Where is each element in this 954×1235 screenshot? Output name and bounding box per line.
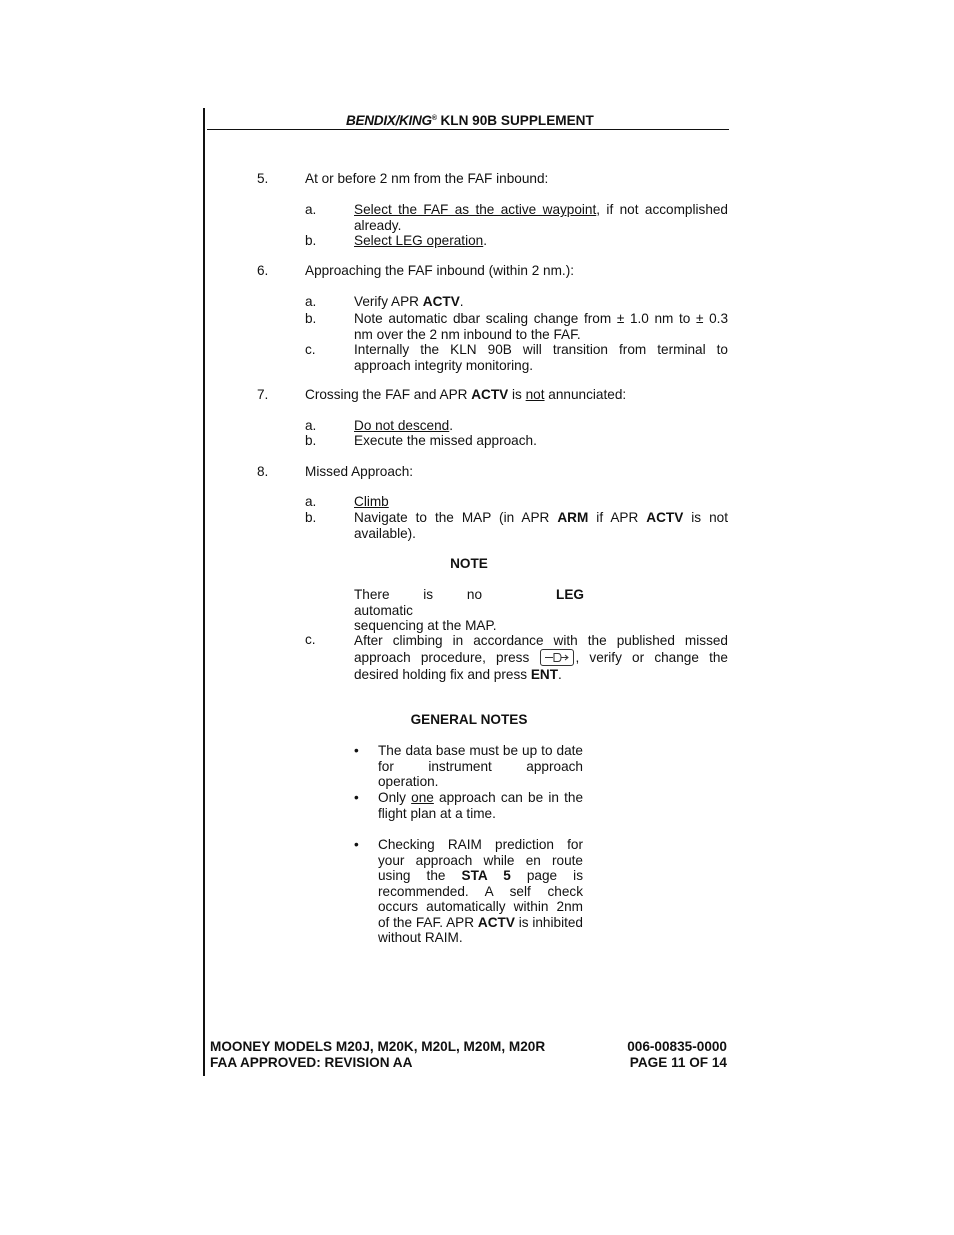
- item-text: Do not descend.: [354, 418, 454, 433]
- item-letter: b.: [305, 433, 317, 448]
- item-text: Select the FAF as the active waypoint, if not accomplished already.: [354, 202, 728, 233]
- item-text: Verify APR ACTV.: [354, 294, 464, 309]
- step-text: Crossing the FAF and APR ACTV is not annunciated:: [305, 387, 627, 402]
- step-number: 6.: [257, 263, 269, 278]
- item-letter: b.: [305, 311, 317, 326]
- direct-to-icon: [544, 652, 570, 663]
- item-text: Climb: [354, 494, 389, 509]
- margin-bar: [203, 108, 205, 1076]
- item-letter: a.: [305, 202, 317, 217]
- note-text: There is no automatic LEG sequencing at the MAP.: [354, 587, 584, 633]
- page-header: [346, 111, 594, 129]
- direct-to-key: [540, 649, 574, 666]
- general-notes-heading: GENERAL NOTES: [410, 712, 528, 727]
- bullet-text: The data base must be up to date for instrument approach operation.: [378, 743, 583, 789]
- item-text: Note automatic dbar scaling change from ± 1.0 nm to ± 0.3 nm over the 2 nm inbound to the FAF.: [354, 311, 728, 342]
- item-letter: c.: [305, 342, 316, 357]
- bullet-text: Only one approach can be in the flight plan at a time.: [378, 790, 583, 821]
- step-text: At or before 2 nm from the FAF inbound:: [305, 171, 549, 186]
- item-text: Internally the KLN 90B will transition from terminal to approach integrity monitoring.: [354, 342, 728, 373]
- item-text: Execute the missed approach.: [354, 433, 537, 448]
- step-number: 5.: [257, 171, 269, 186]
- header-title: KLN 90B SUPPLEMENT: [440, 113, 594, 128]
- item-letter: a.: [305, 294, 317, 309]
- item-text: Select LEG operation.: [354, 233, 488, 248]
- bullet-text: Checking RAIM prediction for your approach while en route using the STA 5 page is recommended. A self check occurs automatically within 2nm of the FAF. APR ACTV is inhibited without RAIM.: [378, 837, 583, 945]
- item-letter: a.: [305, 418, 317, 433]
- step-text: Missed Approach:: [305, 464, 414, 479]
- bullet-icon: •: [354, 837, 359, 852]
- item-letter: c.: [305, 632, 316, 647]
- footer-approval: FAA APPROVED: REVISION AA: [210, 1055, 413, 1070]
- item-letter: b.: [305, 233, 317, 248]
- footer-doc-number: 006-00835-0000: [627, 1039, 727, 1054]
- step-text: Approaching the FAF inbound (within 2 nm.):: [305, 263, 575, 278]
- item-letter: a.: [305, 494, 317, 509]
- item-letter: b.: [305, 510, 317, 525]
- brand-logo: BENDIX/KING®: [346, 113, 437, 128]
- item-text: After climbing in accordance with the published missed approach procedure, press , verify or change the desired holding fix and press ENT.: [354, 633, 728, 682]
- bullet-icon: •: [354, 790, 359, 805]
- header-rule: [207, 129, 729, 130]
- footer-page-number: PAGE 11 OF 14: [629, 1055, 727, 1070]
- note-heading: NOTE: [450, 556, 488, 571]
- bullet-icon: •: [354, 743, 359, 758]
- footer-models: MOONEY MODELS M20J, M20K, M20L, M20M, M20R: [210, 1039, 546, 1054]
- item-text: Navigate to the MAP (in APR ARM if APR ACTV is not available).: [354, 510, 728, 541]
- step-number: 8.: [257, 464, 269, 479]
- step-number: 7.: [257, 387, 269, 402]
